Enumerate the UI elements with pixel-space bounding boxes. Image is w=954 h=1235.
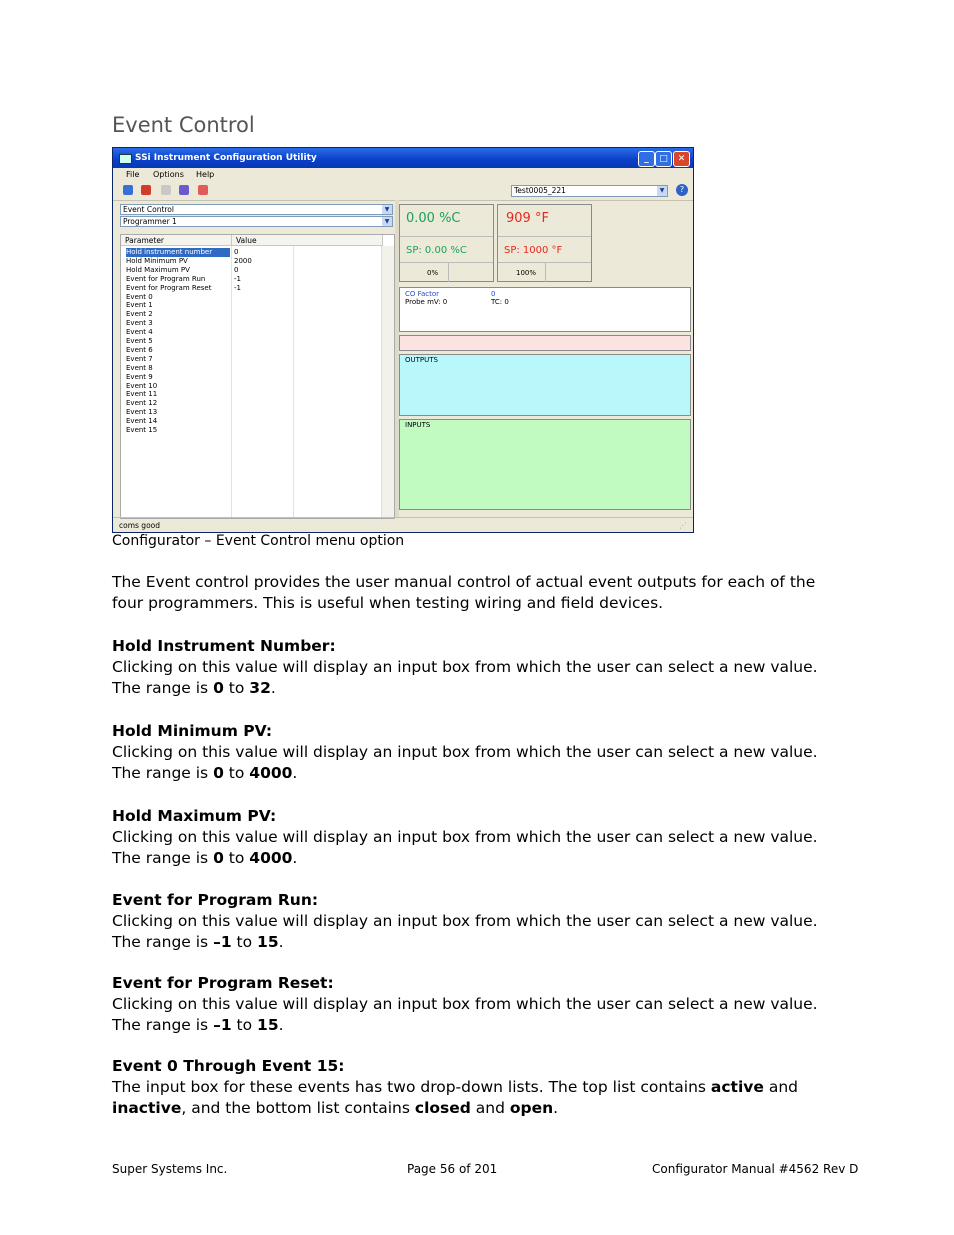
left-pane: [118, 204, 396, 518]
intro-paragraph: The Event control provides the user manual control of actual event outputs for each of the four programmers. This is useful when testing wiring and field devices.: [112, 573, 816, 612]
connect-icon[interactable]: [123, 185, 133, 195]
parameter-cell[interactable]: Event 5: [126, 337, 153, 345]
parameter-grid: [120, 234, 395, 519]
close-button[interactable]: ✕: [673, 151, 690, 167]
range-high: 15: [257, 933, 279, 951]
body-text: The input box for these events has two drop-down lists. The top list contains: [112, 1078, 711, 1096]
app-window-screenshot: [112, 147, 694, 533]
value-cell[interactable]: 0: [234, 248, 239, 256]
pv2-value: 909 °F: [506, 211, 549, 226]
parameter-cell[interactable]: Hold instrument number: [126, 248, 230, 257]
table-row[interactable]: [121, 293, 383, 302]
edit-icon[interactable]: [198, 185, 208, 195]
section-heading: Hold Minimum PV:: [112, 722, 273, 740]
value-cell[interactable]: -1: [234, 274, 241, 283]
range-low: 0: [213, 849, 224, 867]
range-high: 4000: [249, 764, 293, 782]
table-row[interactable]: [121, 284, 383, 293]
parameter-cell[interactable]: Event 4: [126, 328, 153, 337]
parameter-cell[interactable]: Event 1: [126, 301, 153, 310]
programmer-select[interactable]: [120, 216, 393, 227]
value-cell[interactable]: 0: [234, 265, 239, 274]
help-icon[interactable]: ?: [676, 184, 688, 196]
table-row[interactable]: [121, 373, 383, 382]
value-cell[interactable]: -1: [234, 283, 241, 292]
table-row[interactable]: [121, 319, 383, 328]
status-text: coms good: [119, 521, 161, 530]
body-text: to: [223, 764, 250, 782]
pv1-panel: [399, 204, 494, 282]
pv2-output: 100%: [516, 269, 537, 277]
table-row[interactable]: [121, 257, 383, 266]
table-row[interactable]: [121, 248, 383, 257]
inputs-panel: [399, 419, 691, 510]
table-row[interactable]: [121, 337, 383, 346]
range-high: 32: [249, 679, 271, 697]
body-text: Clicking on this value will display an input box from which the user can select a new value. The range is: [112, 995, 818, 1034]
section: [112, 890, 847, 953]
parameter-cell[interactable]: Event 12: [126, 399, 158, 408]
parameter-cell[interactable]: Event 8: [126, 363, 153, 372]
parameter-cell[interactable]: Event 13: [126, 408, 158, 417]
emphasis: active: [710, 1078, 764, 1096]
body-text: .: [278, 1016, 284, 1034]
grid-header-value[interactable]: Value: [232, 235, 383, 246]
app-icon: [119, 154, 132, 164]
divider: [545, 263, 546, 282]
divider: [448, 263, 449, 282]
section: [112, 636, 847, 699]
range-low: 0: [213, 764, 224, 782]
chevron-down-icon[interactable]: ▼: [657, 186, 667, 196]
toolbar: [113, 182, 693, 201]
section: [112, 806, 847, 869]
range-low: –1: [213, 933, 232, 951]
divider: [400, 262, 493, 263]
co-factor-label: CO Factor: [405, 290, 440, 298]
pv1-output: 0%: [427, 269, 439, 277]
window-title: SSi Instrument Configuration Utility: [135, 153, 317, 163]
footer-right: Configurator Manual #4562 Rev D: [652, 1162, 859, 1176]
range-high: 15: [257, 1016, 279, 1034]
body-text: and: [763, 1078, 798, 1096]
body-text: .: [292, 764, 298, 782]
title-bar: [113, 148, 693, 168]
co-factor-value[interactable]: 0: [491, 290, 496, 298]
figure-caption: Configurator – Event Control menu option: [112, 533, 405, 549]
section-title: Event Control: [112, 113, 255, 137]
table-row[interactable]: [121, 390, 383, 399]
emphasis: inactive: [112, 1099, 182, 1117]
parameter-cell[interactable]: Event for Program Reset: [126, 283, 212, 292]
parameter-cell[interactable]: Event 11: [126, 390, 158, 399]
table-row[interactable]: [121, 266, 383, 275]
settings-icon[interactable]: [179, 185, 189, 195]
body-text: Clicking on this value will display an input box from which the user can select a new value. The range is: [112, 828, 818, 867]
body-text: and: [470, 1099, 510, 1117]
section-heading: Event 0 Through Event 15:: [112, 1057, 345, 1075]
parameter-cell[interactable]: Event 9: [126, 372, 153, 381]
probe-icon[interactable]: [161, 185, 171, 195]
table-row[interactable]: [121, 301, 383, 310]
thermocouple-value: TC: 0: [491, 298, 509, 306]
section: [112, 973, 847, 1036]
inputs-label: INPUTS: [405, 421, 431, 429]
body-text: to: [231, 933, 258, 951]
value-cell[interactable]: 2000: [234, 256, 252, 265]
resize-grip-icon[interactable]: ⋰: [679, 521, 687, 530]
parameter-cell[interactable]: Hold Maximum PV: [126, 265, 190, 274]
table-row[interactable]: [121, 310, 383, 319]
range-high: 4000: [249, 849, 293, 867]
section-body: [112, 994, 847, 1036]
parameter-cell[interactable]: Event 6: [126, 345, 153, 354]
section-heading: Event for Program Run:: [112, 891, 319, 909]
section-body: [112, 911, 847, 953]
maximize-button[interactable]: □: [655, 151, 672, 167]
section: [112, 721, 847, 784]
table-row[interactable]: [121, 426, 383, 435]
divider: [400, 236, 493, 237]
table-row[interactable]: [121, 399, 383, 408]
body-text: Clicking on this value will display an input box from which the user can select a new value. The range is: [112, 658, 818, 697]
pv1-setpoint[interactable]: SP: 0.00 %C: [406, 245, 467, 256]
body-text: to: [223, 679, 250, 697]
menu-file[interactable]: File: [126, 170, 140, 179]
grid-header-parameter[interactable]: Parameter: [121, 235, 232, 246]
section-body: [112, 742, 847, 784]
pv2-panel: [497, 204, 592, 282]
body-text: .: [278, 933, 284, 951]
parameter-cell[interactable]: Event 10: [126, 381, 158, 390]
body-text: Clicking on this value will display an input box from which the user can select a new value. The range is: [112, 743, 818, 782]
section-body: [112, 657, 847, 699]
outputs-label: OUTPUTS: [405, 356, 438, 364]
info-panel: [399, 287, 691, 332]
table-row[interactable]: [121, 382, 383, 391]
parameter-cell[interactable]: Event 7: [126, 354, 153, 363]
table-row[interactable]: [121, 355, 383, 364]
section-body: [112, 1077, 847, 1119]
range-low: –1: [213, 1016, 232, 1034]
section-heading: Event for Program Reset:: [112, 974, 334, 992]
menu-select-value: Event Control: [123, 205, 174, 214]
parameter-cell[interactable]: Event 2: [126, 310, 153, 319]
grid-scrollbar[interactable]: [381, 246, 394, 518]
table-row[interactable]: [121, 417, 383, 426]
range-low: 0: [213, 679, 224, 697]
body-text: .: [553, 1099, 559, 1117]
instrument-select[interactable]: [511, 185, 668, 197]
minimize-button[interactable]: _: [638, 151, 655, 167]
body-text: .: [292, 849, 298, 867]
parameter-cell[interactable]: Event 14: [126, 417, 158, 426]
chevron-down-icon[interactable]: ▼: [382, 205, 392, 214]
emphasis: open: [509, 1099, 554, 1117]
body-text: Clicking on this value will display an input box from which the user can select a new value. The range is: [112, 912, 818, 951]
programmer-select-value: Programmer 1: [123, 217, 177, 226]
alarm-bar: [399, 335, 691, 351]
parameter-cell[interactable]: Event 3: [126, 319, 153, 328]
section-events: [112, 1056, 847, 1119]
footer-left: Super Systems Inc.: [112, 1162, 228, 1176]
body-text: .: [270, 679, 276, 697]
table-row[interactable]: [121, 408, 383, 417]
body-text: to: [231, 1016, 258, 1034]
section-heading: Hold Instrument Number:: [112, 637, 336, 655]
status-bar: [113, 517, 693, 533]
pv1-value: 0.00 %C: [406, 211, 461, 226]
table-row[interactable]: [121, 364, 383, 373]
parameter-cell[interactable]: Event 0: [126, 292, 153, 301]
menu-options[interactable]: Options: [153, 170, 184, 179]
pv2-setpoint[interactable]: SP: 1000 °F: [504, 245, 563, 256]
outputs-panel: [399, 354, 691, 416]
instrument-select-value: Test0005_221: [514, 186, 566, 195]
parameter-cell[interactable]: Event for Program Run: [126, 274, 206, 283]
section-heading: Hold Maximum PV:: [112, 807, 277, 825]
parameter-cell[interactable]: Hold Minimum PV: [126, 256, 188, 265]
menu-select[interactable]: [120, 204, 393, 215]
table-row[interactable]: [121, 346, 383, 355]
menu-help[interactable]: Help: [196, 170, 215, 179]
table-row[interactable]: [121, 328, 383, 337]
chevron-down-icon[interactable]: ▼: [382, 217, 392, 226]
table-row[interactable]: [121, 275, 383, 284]
body-text: , and the bottom list contains: [181, 1099, 415, 1117]
divider: [498, 236, 591, 237]
probe-mv: Probe mV: 0: [405, 298, 448, 306]
footer-page-number: Page 56 of 201: [407, 1162, 498, 1176]
emphasis: closed: [414, 1099, 471, 1117]
section-body: [112, 827, 847, 869]
parameter-cell[interactable]: Event 15: [126, 426, 158, 434]
menu-bar: [113, 168, 693, 182]
disconnect-icon[interactable]: [141, 185, 151, 195]
body-text: to: [223, 849, 250, 867]
